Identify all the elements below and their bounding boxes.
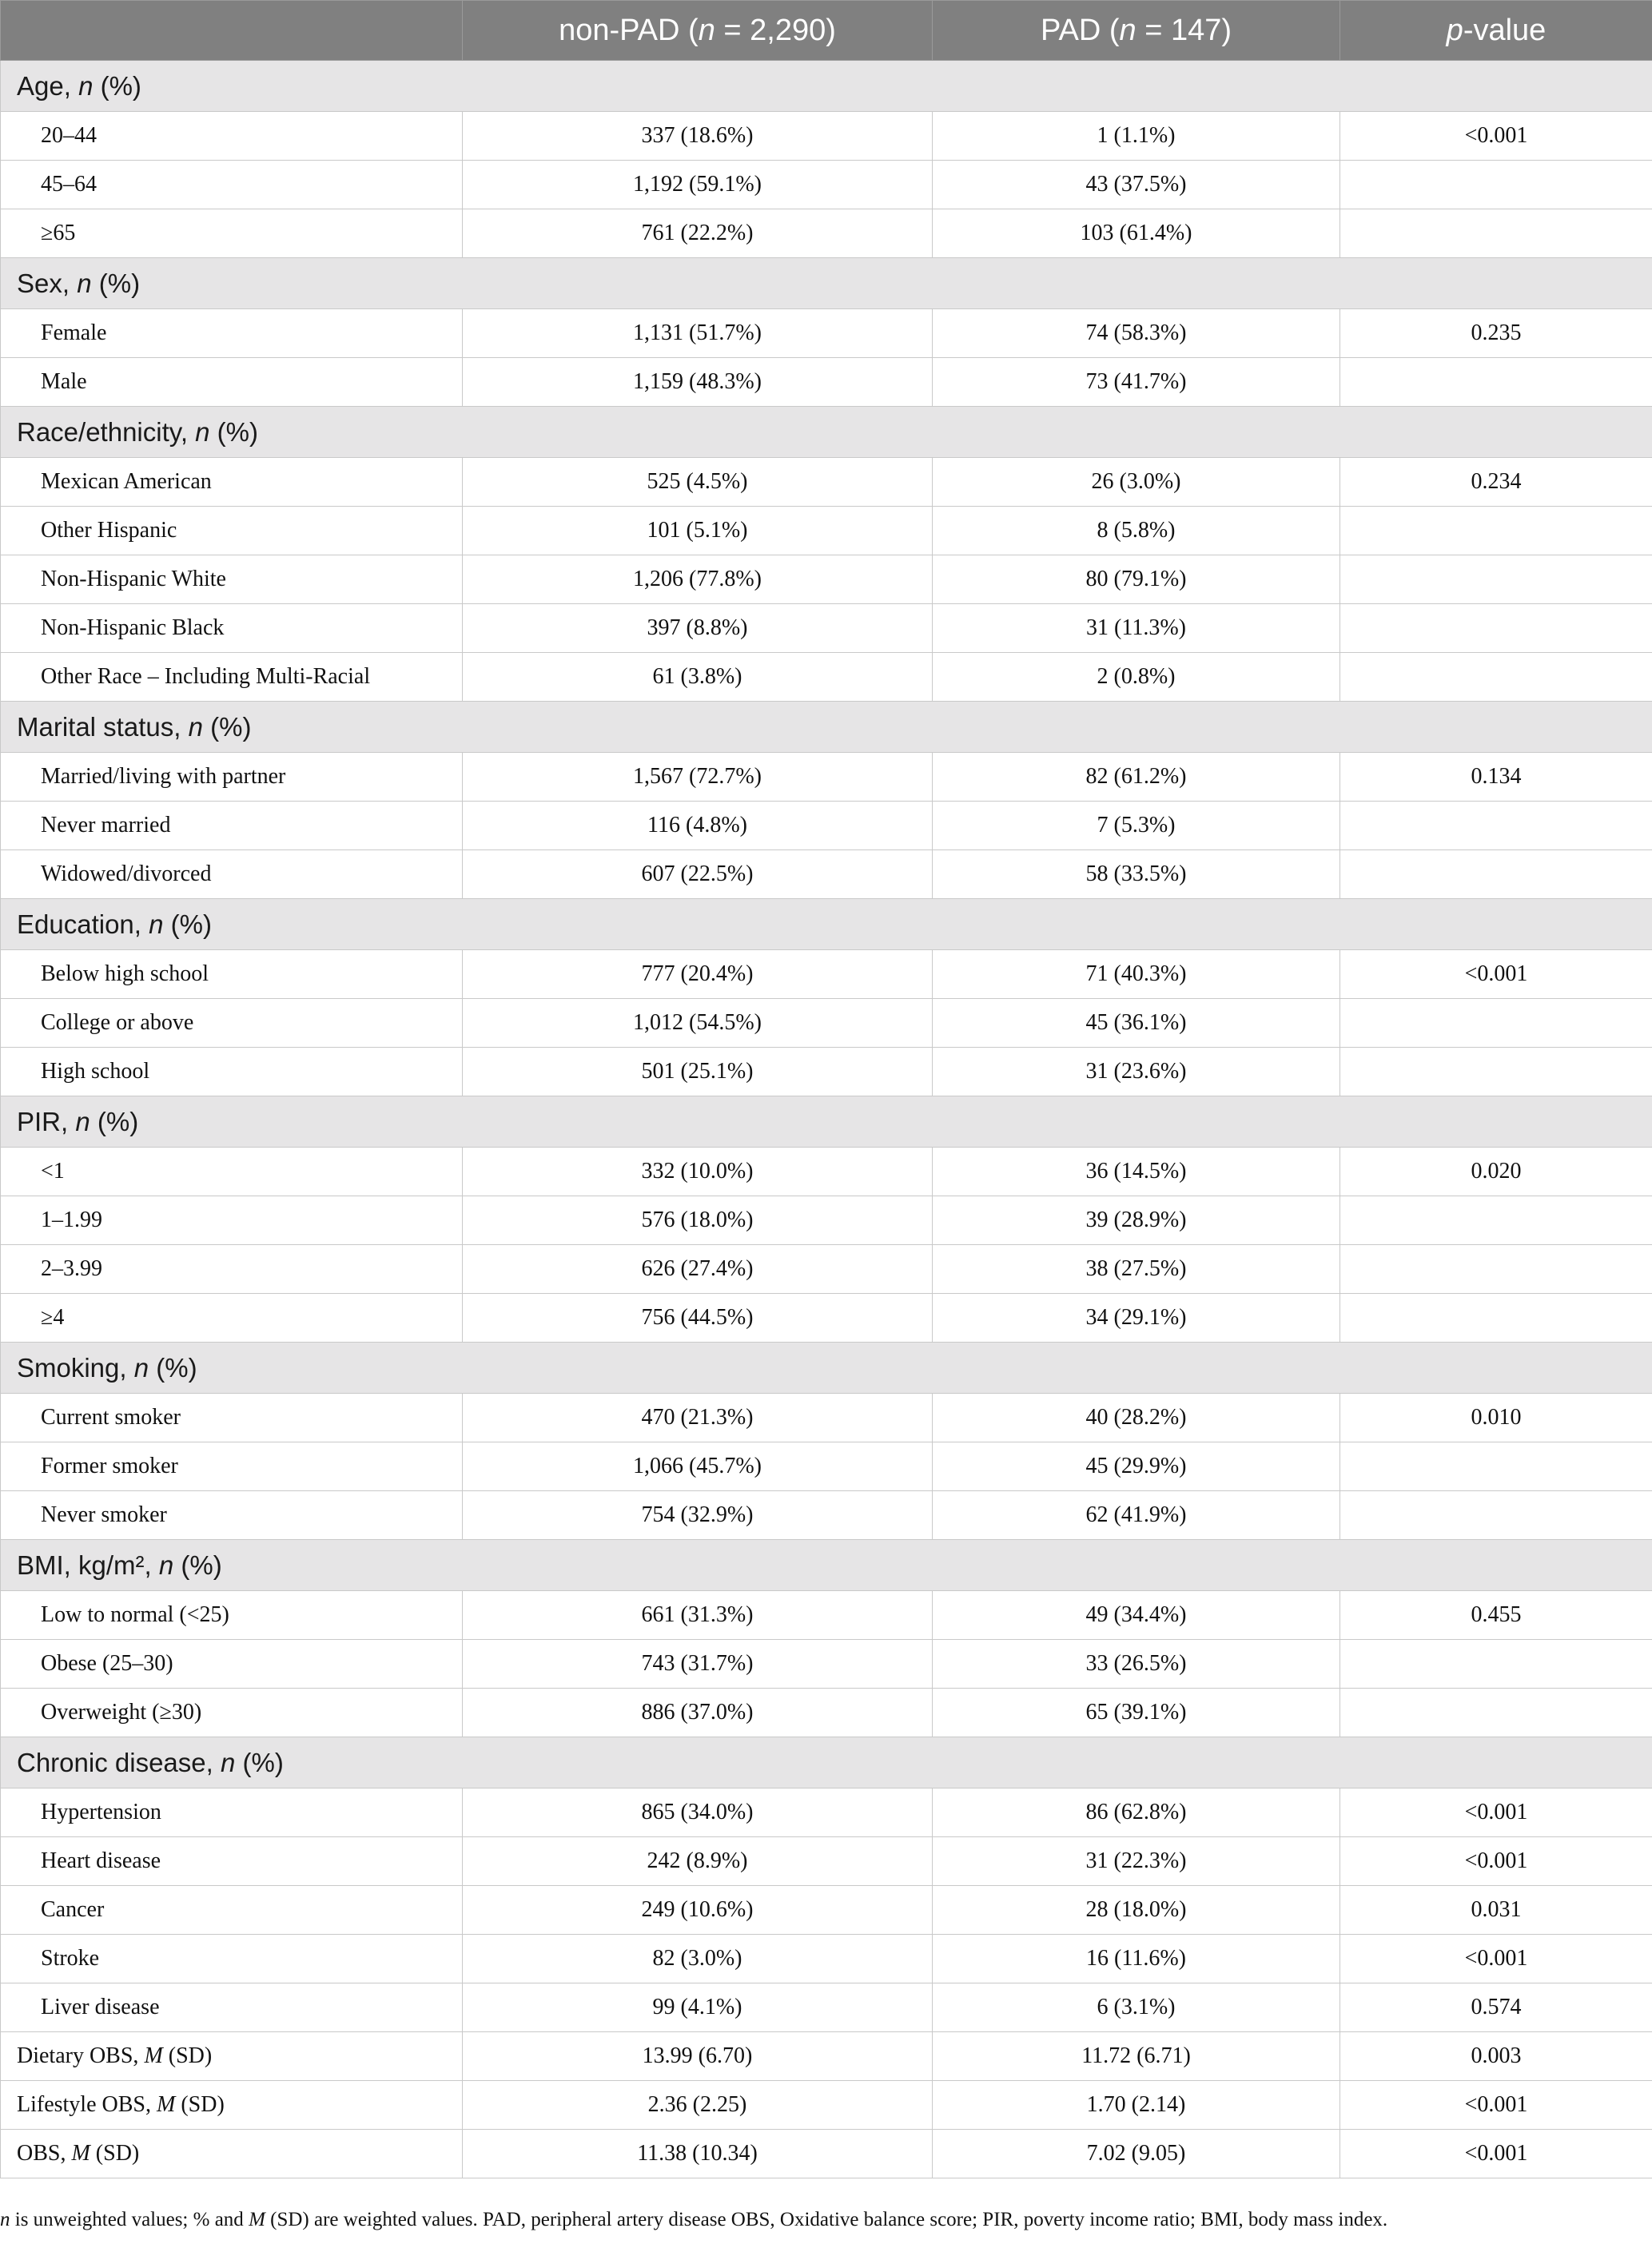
table-row: [1, 1935, 1652, 1983]
cell-p-value: [1340, 850, 1652, 899]
table-row: [1, 1491, 1652, 1540]
cell-non-pad: 607 (22.5%): [463, 850, 933, 899]
cell-pad: 40 (28.2%): [933, 1394, 1340, 1442]
table-row: [1, 2130, 1652, 2178]
header-label: [1, 1, 463, 61]
row-label: Stroke: [1, 1935, 463, 1983]
cell-p-value: <0.001: [1340, 1935, 1652, 1983]
cell-non-pad: 743 (31.7%): [463, 1640, 933, 1689]
cell-pad: 36 (14.5%): [933, 1148, 1340, 1196]
cell-non-pad: 470 (21.3%): [463, 1394, 933, 1442]
cell-non-pad: 337 (18.6%): [463, 112, 933, 161]
row-label: Other Race – Including Multi-Racial: [1, 653, 463, 702]
section-label: Sex, n (%): [1, 258, 1652, 309]
table-row: [1, 1886, 1652, 1935]
cell-p-value: 0.574: [1340, 1983, 1652, 2032]
cell-non-pad: 242 (8.9%): [463, 1837, 933, 1886]
cell-pad: 82 (61.2%): [933, 753, 1340, 802]
footnote: n is unweighted values; % and M (SD) are weighted values. PAD, peripheral artery disease OBS, Oxidative balance score; PIR, poverty income ratio; BMI, body mass index.: [0, 2209, 1388, 2230]
cell-non-pad: 1,131 (51.7%): [463, 309, 933, 358]
section-label: Race/ethnicity, n (%): [1, 407, 1652, 458]
section-row: [1, 1540, 1652, 1591]
cell-pad: 45 (29.9%): [933, 1442, 1340, 1491]
section-row: [1, 1737, 1652, 1788]
table-row: [1, 950, 1652, 999]
header-p-value: p-value: [1340, 1, 1652, 61]
table-row: [1, 1148, 1652, 1196]
table-row: [1, 1442, 1652, 1491]
cell-non-pad: 11.38 (10.34): [463, 2130, 933, 2178]
cell-non-pad: 756 (44.5%): [463, 1294, 933, 1343]
row-label: <1: [1, 1148, 463, 1196]
row-label: Never smoker: [1, 1491, 463, 1540]
cell-p-value: 0.455: [1340, 1591, 1652, 1640]
row-label: 45–64: [1, 161, 463, 209]
row-label: Obese (25–30): [1, 1640, 463, 1689]
row-label: Liver disease: [1, 1983, 463, 2032]
cell-pad: 16 (11.6%): [933, 1935, 1340, 1983]
table-row: [1, 802, 1652, 850]
row-label: Non-Hispanic White: [1, 555, 463, 604]
row-label: Male: [1, 358, 463, 407]
row-label: Low to normal (<25): [1, 1591, 463, 1640]
cell-non-pad: 2.36 (2.25): [463, 2081, 933, 2130]
table-row: [1, 358, 1652, 407]
table-row: [1, 1591, 1652, 1640]
cell-pad: 86 (62.8%): [933, 1788, 1340, 1837]
table-row: [1, 309, 1652, 358]
cell-non-pad: 1,159 (48.3%): [463, 358, 933, 407]
section-row: [1, 702, 1652, 753]
cell-non-pad: 626 (27.4%): [463, 1245, 933, 1294]
cell-p-value: <0.001: [1340, 2130, 1652, 2178]
cell-non-pad: 661 (31.3%): [463, 1591, 933, 1640]
cell-p-value: [1340, 1245, 1652, 1294]
cell-p-value: <0.001: [1340, 1788, 1652, 1837]
cell-pad: 34 (29.1%): [933, 1294, 1340, 1343]
table-row: [1, 1837, 1652, 1886]
table-row: [1, 1689, 1652, 1737]
cell-pad: 73 (41.7%): [933, 358, 1340, 407]
cell-pad: 6 (3.1%): [933, 1983, 1340, 2032]
section-row: [1, 61, 1652, 112]
section-label: Education, n (%): [1, 899, 1652, 950]
cell-non-pad: 397 (8.8%): [463, 604, 933, 653]
cell-pad: 33 (26.5%): [933, 1640, 1340, 1689]
table-row: [1, 1048, 1652, 1096]
table-row: [1, 753, 1652, 802]
cell-p-value: [1340, 1196, 1652, 1245]
cell-non-pad: 1,192 (59.1%): [463, 161, 933, 209]
cell-pad: 31 (23.6%): [933, 1048, 1340, 1096]
section-row: [1, 407, 1652, 458]
cell-non-pad: 865 (34.0%): [463, 1788, 933, 1837]
cell-pad: 65 (39.1%): [933, 1689, 1340, 1737]
table-row: [1, 999, 1652, 1048]
table-row: [1, 1788, 1652, 1837]
row-label: ≥65: [1, 209, 463, 258]
section-label: Chronic disease, n (%): [1, 1737, 1652, 1788]
table-row: [1, 1245, 1652, 1294]
cell-non-pad: 13.99 (6.70): [463, 2032, 933, 2081]
section-label: Smoking, n (%): [1, 1343, 1652, 1394]
cell-pad: 1 (1.1%): [933, 112, 1340, 161]
row-label: Below high school: [1, 950, 463, 999]
row-label: OBS, M (SD): [1, 2130, 463, 2178]
table-row: [1, 555, 1652, 604]
cell-p-value: [1340, 507, 1652, 555]
cell-non-pad: 501 (25.1%): [463, 1048, 933, 1096]
table-row: [1, 850, 1652, 899]
row-label: Lifestyle OBS, M (SD): [1, 2081, 463, 2130]
cell-p-value: [1340, 604, 1652, 653]
table-row: [1, 507, 1652, 555]
table-body: [1, 61, 1652, 2178]
cell-pad: 38 (27.5%): [933, 1245, 1340, 1294]
cell-non-pad: 116 (4.8%): [463, 802, 933, 850]
cell-non-pad: 101 (5.1%): [463, 507, 933, 555]
cell-p-value: [1340, 1491, 1652, 1540]
section-label: PIR, n (%): [1, 1096, 1652, 1148]
section-row: [1, 1343, 1652, 1394]
cell-p-value: <0.001: [1340, 112, 1652, 161]
cell-pad: 71 (40.3%): [933, 950, 1340, 999]
cell-pad: 31 (22.3%): [933, 1837, 1340, 1886]
cell-non-pad: 99 (4.1%): [463, 1983, 933, 2032]
cell-p-value: [1340, 1640, 1652, 1689]
cell-pad: 7.02 (9.05): [933, 2130, 1340, 2178]
cell-p-value: <0.001: [1340, 950, 1652, 999]
table-row: [1, 2081, 1652, 2130]
cell-p-value: [1340, 1442, 1652, 1491]
cell-p-value: <0.001: [1340, 2081, 1652, 2130]
cell-p-value: [1340, 1048, 1652, 1096]
cell-pad: 58 (33.5%): [933, 850, 1340, 899]
cell-pad: 49 (34.4%): [933, 1591, 1340, 1640]
row-label: College or above: [1, 999, 463, 1048]
table-row: [1, 112, 1652, 161]
section-label: Marital status, n (%): [1, 702, 1652, 753]
cell-non-pad: 1,066 (45.7%): [463, 1442, 933, 1491]
cell-non-pad: 1,567 (72.7%): [463, 753, 933, 802]
table-row: [1, 1983, 1652, 2032]
cell-non-pad: 576 (18.0%): [463, 1196, 933, 1245]
cell-p-value: 0.010: [1340, 1394, 1652, 1442]
section-label: BMI, kg/m², n (%): [1, 1540, 1652, 1591]
row-label: Hypertension: [1, 1788, 463, 1837]
table-row: [1, 161, 1652, 209]
row-label: 20–44: [1, 112, 463, 161]
table-row: [1, 653, 1652, 702]
cell-p-value: [1340, 1294, 1652, 1343]
cell-p-value: [1340, 1689, 1652, 1737]
cell-pad: 39 (28.9%): [933, 1196, 1340, 1245]
row-label: Mexican American: [1, 458, 463, 507]
table-row: [1, 209, 1652, 258]
row-label: Female: [1, 309, 463, 358]
cell-non-pad: 249 (10.6%): [463, 1886, 933, 1935]
cell-pad: 28 (18.0%): [933, 1886, 1340, 1935]
row-label: 1–1.99: [1, 1196, 463, 1245]
cell-pad: 26 (3.0%): [933, 458, 1340, 507]
cell-non-pad: 332 (10.0%): [463, 1148, 933, 1196]
cell-non-pad: 754 (32.9%): [463, 1491, 933, 1540]
cell-pad: 11.72 (6.71): [933, 2032, 1340, 2081]
cell-non-pad: 886 (37.0%): [463, 1689, 933, 1737]
cell-non-pad: 82 (3.0%): [463, 1935, 933, 1983]
table-row: [1, 458, 1652, 507]
section-row: [1, 258, 1652, 309]
cell-non-pad: 761 (22.2%): [463, 209, 933, 258]
cell-pad: 7 (5.3%): [933, 802, 1340, 850]
header-row: [1, 1, 1652, 61]
cell-pad: 103 (61.4%): [933, 209, 1340, 258]
cell-p-value: <0.001: [1340, 1837, 1652, 1886]
cell-p-value: 0.031: [1340, 1886, 1652, 1935]
row-label: Dietary OBS, M (SD): [1, 2032, 463, 2081]
cell-pad: 80 (79.1%): [933, 555, 1340, 604]
cell-pad: 31 (11.3%): [933, 604, 1340, 653]
row-label: Overweight (≥30): [1, 1689, 463, 1737]
row-label: Widowed/divorced: [1, 850, 463, 899]
cell-p-value: [1340, 209, 1652, 258]
cell-p-value: [1340, 999, 1652, 1048]
row-label: Never married: [1, 802, 463, 850]
table-row: [1, 2032, 1652, 2081]
cell-pad: 8 (5.8%): [933, 507, 1340, 555]
cell-non-pad: 1,012 (54.5%): [463, 999, 933, 1048]
cell-non-pad: 525 (4.5%): [463, 458, 933, 507]
row-label: Cancer: [1, 1886, 463, 1935]
cell-p-value: 0.235: [1340, 309, 1652, 358]
row-label: Heart disease: [1, 1837, 463, 1886]
header-non-pad: non-PAD (n = 2,290): [463, 1, 933, 61]
section-row: [1, 899, 1652, 950]
cell-non-pad: 777 (20.4%): [463, 950, 933, 999]
cell-non-pad: 61 (3.8%): [463, 653, 933, 702]
table-row: [1, 1294, 1652, 1343]
row-label: High school: [1, 1048, 463, 1096]
cell-pad: 43 (37.5%): [933, 161, 1340, 209]
section-label: Age, n (%): [1, 61, 1652, 112]
cell-p-value: [1340, 161, 1652, 209]
cell-p-value: 0.020: [1340, 1148, 1652, 1196]
cell-pad: 74 (58.3%): [933, 309, 1340, 358]
cell-p-value: 0.003: [1340, 2032, 1652, 2081]
row-label: Non-Hispanic Black: [1, 604, 463, 653]
table-row: [1, 604, 1652, 653]
table-row: [1, 1640, 1652, 1689]
row-label: Married/living with partner: [1, 753, 463, 802]
row-label: Other Hispanic: [1, 507, 463, 555]
table-row: [1, 1196, 1652, 1245]
cell-pad: 2 (0.8%): [933, 653, 1340, 702]
row-label: Former smoker: [1, 1442, 463, 1491]
cell-p-value: [1340, 555, 1652, 604]
cell-p-value: 0.234: [1340, 458, 1652, 507]
cell-p-value: [1340, 358, 1652, 407]
cell-pad: 45 (36.1%): [933, 999, 1340, 1048]
row-label: Current smoker: [1, 1394, 463, 1442]
section-row: [1, 1096, 1652, 1148]
cell-non-pad: 1,206 (77.8%): [463, 555, 933, 604]
row-label: ≥4: [1, 1294, 463, 1343]
row-label: 2–3.99: [1, 1245, 463, 1294]
header-pad: PAD (n = 147): [933, 1, 1340, 61]
cell-p-value: [1340, 653, 1652, 702]
cell-p-value: [1340, 802, 1652, 850]
table-row: [1, 1394, 1652, 1442]
cell-pad: 62 (41.9%): [933, 1491, 1340, 1540]
cell-pad: 1.70 (2.14): [933, 2081, 1340, 2130]
cell-p-value: 0.134: [1340, 753, 1652, 802]
